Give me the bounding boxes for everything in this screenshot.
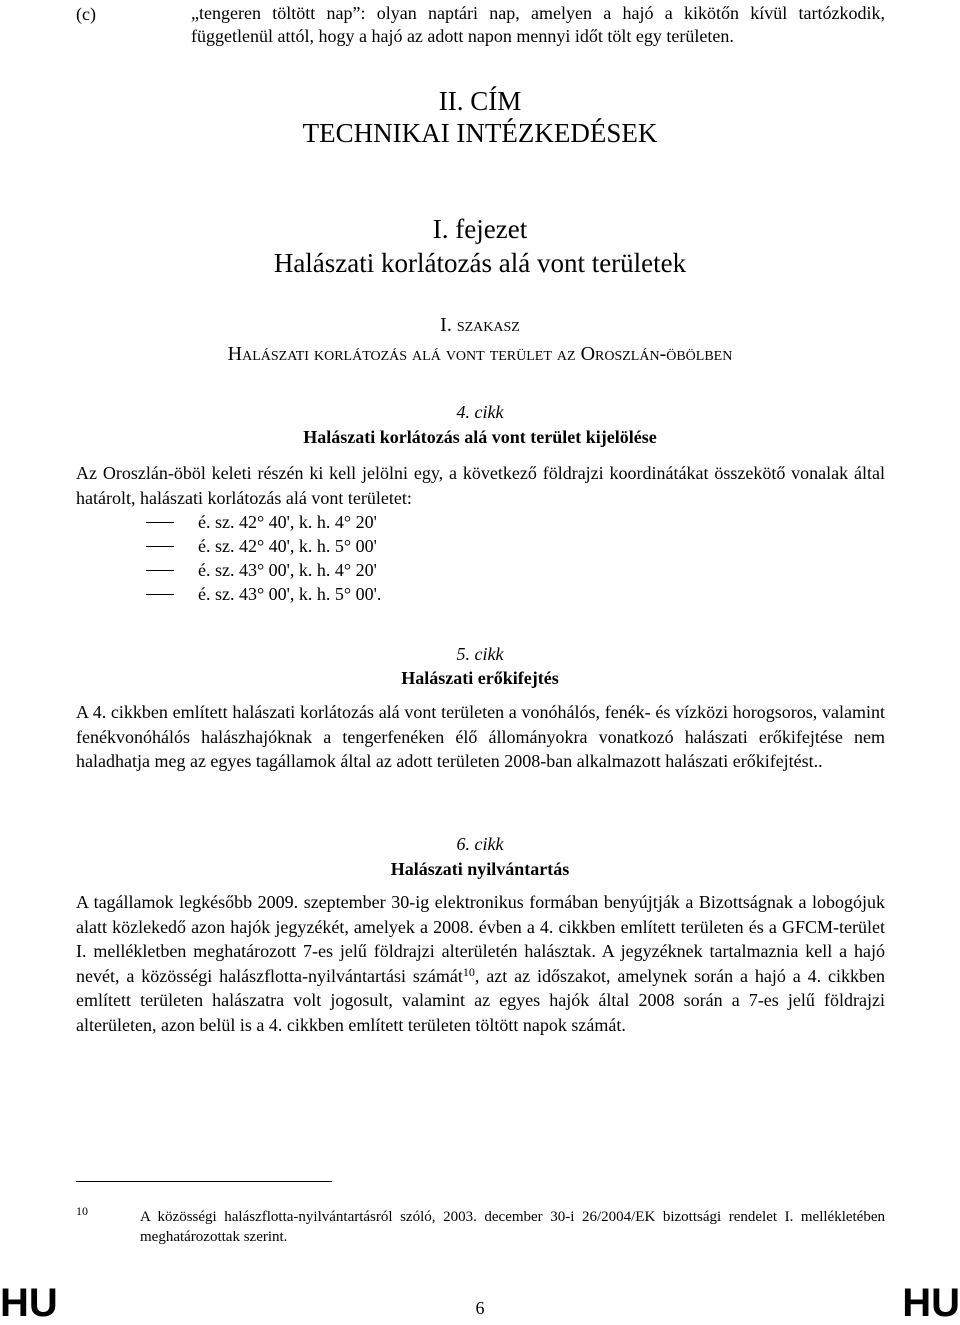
article-6-text-part: A tagállamok legkésőbb 2009. szeptember 30-ig elektronikus formában benyújtják a Bizottságnak a lobogójuk alatt közlekedő azon hajók jegyzékét, amelyek a 2008. évben a 4. cikkben említett területen és a GFCM-terület I. mellékletben meghatározott 7-es jelű földrajzi alterületén halásztak. A jegyzéknek tartalmaznia kell a hajó nevét, a közösségi halászflotta-nyilvántartási számát [76, 892, 885, 986]
section-number: I. szakasz [440, 314, 520, 336]
coordinate-item [146, 511, 377, 534]
article-5-number: 5. cikk [456, 644, 504, 664]
page-number: 6 [475, 1298, 485, 1318]
dash-bullet [146, 546, 174, 547]
coordinate-text: é. sz. 43° 00', k. h. 5° 00'. [198, 584, 382, 604]
article-4-number: 4. cikk [456, 402, 504, 422]
coordinate-item [146, 583, 381, 606]
footnote-reference[interactable]: 10 [462, 964, 475, 979]
footnote-number: 10 [76, 1204, 88, 1218]
coordinate-item [146, 535, 377, 558]
dash-bullet [146, 570, 174, 571]
article-4-intro: Az Oroszlán-öböl keleti részén ki kell jelölni egy, a következő földrajzi koordinátákat összekötő vonalak által határolt, halászati korlátozás alá vont területet: [76, 463, 885, 508]
footnote-text: A közösségi halászflotta-nyilvántartásról szóló, 2003. december 30-i 26/2004/EK bizottsági rendelet I. mellékletében meghatározottak szerint. [140, 1209, 885, 1245]
list-item-label: (c) [76, 4, 96, 24]
footnote-separator [76, 1181, 332, 1182]
coordinate-text: é. sz. 43° 00', k. h. 4° 20' [198, 560, 377, 580]
section-heading: Halászati korlátozás alá vont terület az Oroszlán-öbölben [227, 343, 733, 365]
title-number: II. CÍM [438, 86, 522, 116]
article-4-title: Halászati korlátozás alá vont terület kijelölése [303, 427, 657, 447]
chapter-number: I. fejezet [432, 214, 528, 244]
article-5-text: A 4. cikkben említett halászati korlátozás alá vont területen a vonóhálós, fenék- és vízközi horogsoros, valamint fenékvonóhálós halászhajóknak a tengerfenéken élő állományokra vonatkozó halászati erőkifejtése nem haladhatja meg az egyes tagállamok által az adott területen 2008-ban alkalmazott halászati erőkifejtést.. [76, 702, 885, 771]
language-code-right: HU [902, 1281, 960, 1325]
chapter-heading: Halászati korlátozás alá vont területek [273, 248, 687, 278]
coordinate-text: é. sz. 42° 40', k. h. 5° 00' [198, 536, 377, 556]
title-heading: TECHNIKAI INTÉZKEDÉSEK [302, 118, 658, 148]
article-5-title: Halászati erőkifejtés [401, 668, 559, 688]
article-6-title: Halászati nyilvántartás [390, 859, 570, 879]
article-6-text [76, 890, 885, 1037]
dash-bullet [146, 594, 174, 595]
coordinate-item [146, 559, 377, 582]
language-code-left: HU [0, 1281, 58, 1325]
article-6-number: 6. cikk [456, 834, 504, 854]
definition-text: „tengeren töltött nap”: olyan naptári nap, amelyen a hajó a kikötőn kívül tartózkodik, függetlenül attól, hogy a hajó az adott napon mennyi időt tölt egy területen. [191, 3, 885, 46]
coordinate-text: é. sz. 42° 40', k. h. 4° 20' [198, 512, 377, 532]
dash-bullet [146, 522, 174, 523]
article-6-text-part: , azt az időszakot, amelynek során a hajó a 4. cikkben említett területen halászatra volt jogosult, valamint az egyes hajók által 2008 során a 7-es jelű földrajzi alterületen, azon belül is a 4. cikkben említett területen töltött napok számát. [76, 965, 885, 1035]
